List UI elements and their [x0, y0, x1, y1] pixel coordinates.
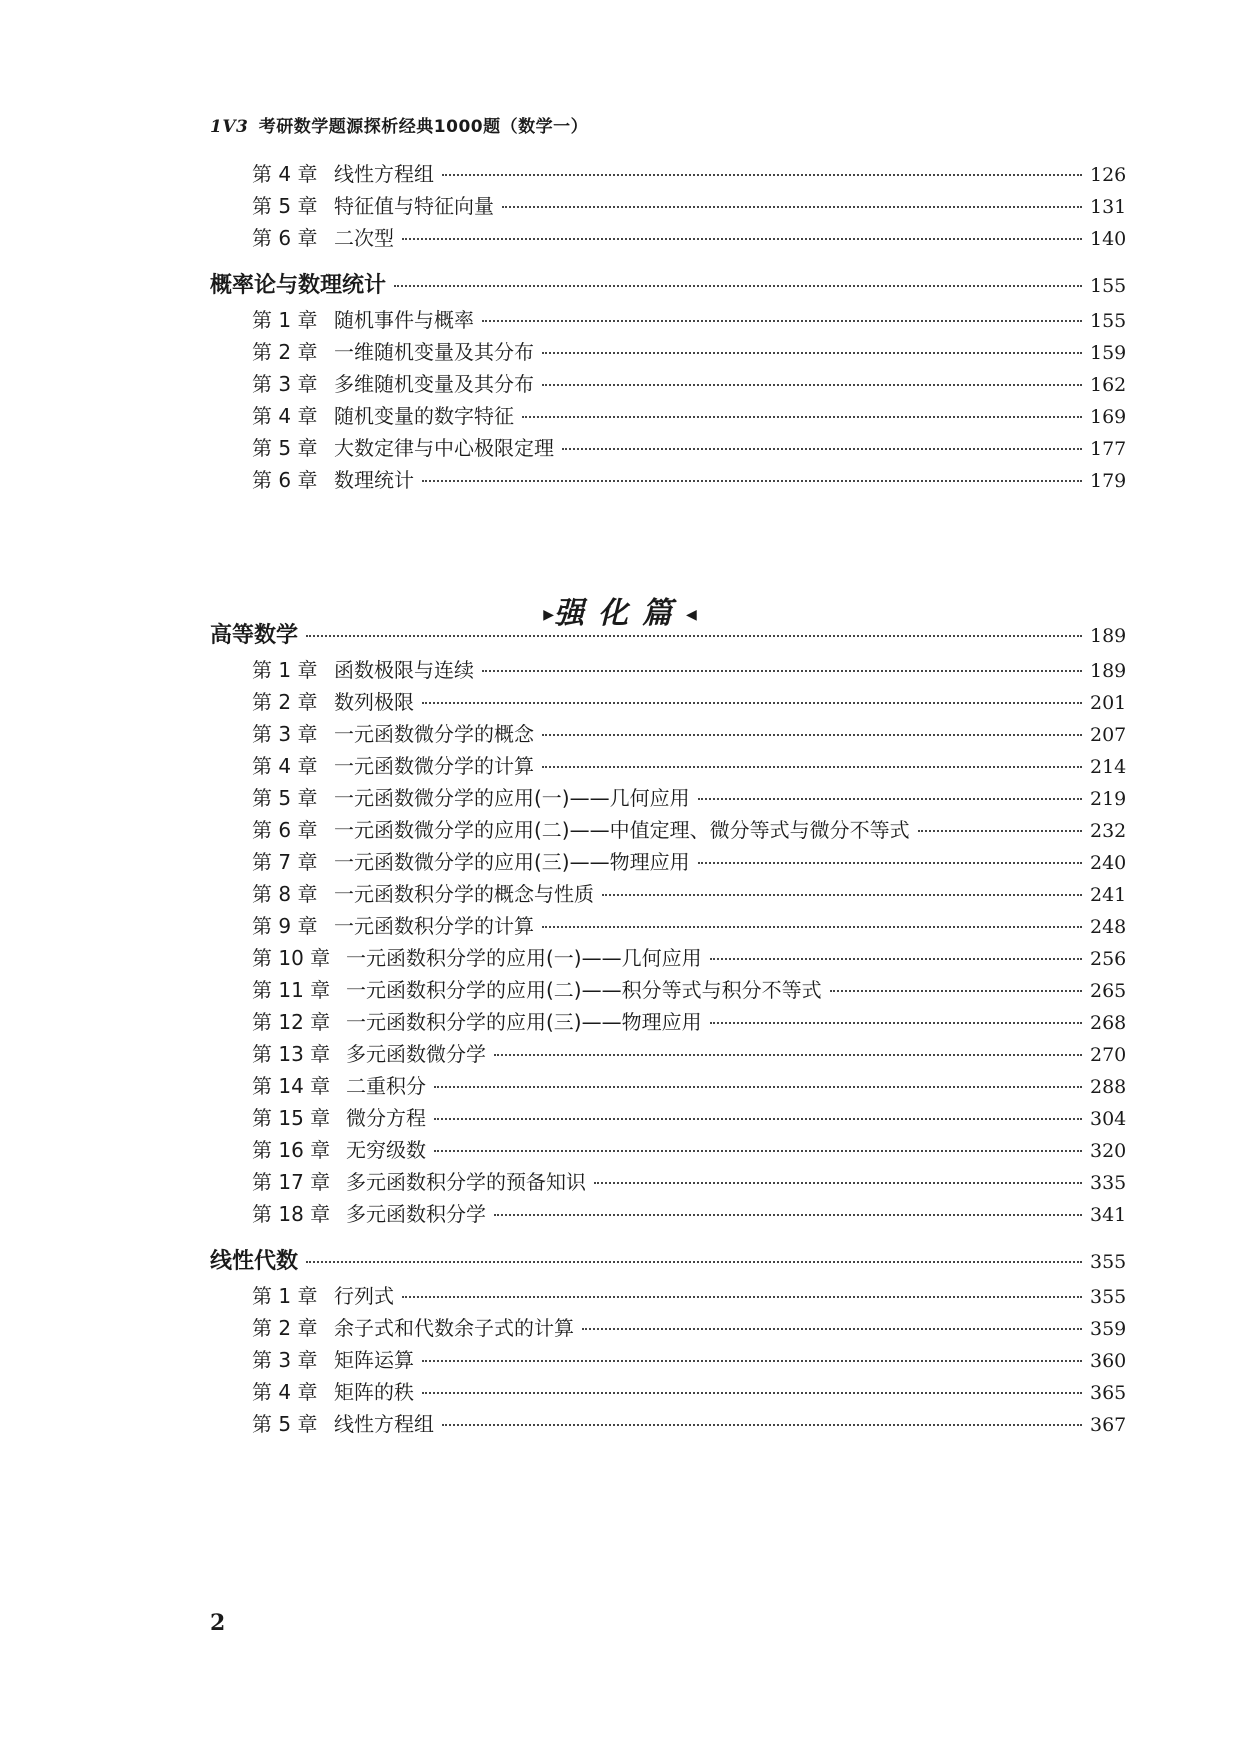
chapter-title: 微分方程 — [346, 1106, 426, 1130]
page-ref: 240 — [1090, 852, 1127, 874]
dot-leader — [422, 1392, 1082, 1394]
dot-leader — [494, 1214, 1082, 1216]
dot-leader — [918, 830, 1082, 832]
chapter-number: 第 1 章 — [252, 658, 318, 682]
chapter-number: 第 9 章 — [252, 914, 318, 938]
chapter-number: 第 4 章 — [252, 1380, 318, 1404]
toc-chapter-row[interactable] — [252, 1166, 1127, 1195]
chapter-title: 一元函数积分学的应用(一)——几何应用 — [346, 946, 702, 970]
book-title: 考研数学题源探析经典1000题（数学一） — [258, 117, 589, 137]
chapter-number: 第 1 章 — [252, 308, 318, 332]
page-ref: 189 — [1090, 625, 1127, 647]
page-ref: 320 — [1090, 1140, 1127, 1162]
page-ref: 256 — [1090, 948, 1127, 970]
toc-chapter-row[interactable] — [252, 814, 1127, 843]
toc-chapter-row[interactable] — [252, 1280, 1127, 1309]
chapter-number: 第 16 章 — [252, 1138, 331, 1162]
chapter-title: 数列极限 — [334, 690, 414, 714]
page-ref: 288 — [1090, 1076, 1127, 1098]
chapter-number: 第 2 章 — [252, 340, 318, 364]
toc-chapter-row[interactable] — [252, 1408, 1127, 1437]
chapter-title: 大数定律与中心极限定理 — [334, 436, 554, 460]
book-logo: 1V3 — [210, 117, 249, 137]
chapter-number: 第 4 章 — [252, 162, 318, 186]
toc-chapter-row[interactable] — [252, 750, 1127, 779]
chapter-title: 线性方程组 — [334, 1412, 434, 1436]
toc-chapter-row[interactable] — [252, 846, 1127, 875]
chapter-title: 行列式 — [334, 1284, 394, 1308]
page-ref: 219 — [1090, 788, 1127, 810]
page-number: 2 — [210, 1610, 226, 1636]
chapter-number: 第 11 章 — [252, 978, 331, 1002]
chapter-title: 矩阵的秩 — [334, 1380, 414, 1404]
chapter-number: 第 8 章 — [252, 882, 318, 906]
page-ref: 189 — [1090, 660, 1127, 682]
chapter-number: 第 12 章 — [252, 1010, 331, 1034]
toc-chapter-row[interactable] — [252, 336, 1127, 365]
toc-chapter-row[interactable] — [252, 974, 1127, 1003]
dot-leader — [562, 448, 1082, 450]
triangle-left-icon: ◀ — [686, 607, 697, 623]
running-header — [210, 112, 588, 137]
toc-chapter-row[interactable] — [252, 686, 1127, 715]
chapter-number: 第 10 章 — [252, 946, 331, 970]
toc-chapter-row[interactable] — [252, 222, 1127, 251]
chapter-title: 多元函数积分学的预备知识 — [346, 1170, 586, 1194]
dot-leader — [542, 734, 1082, 736]
dot-leader — [442, 1424, 1082, 1426]
toc-chapter-row[interactable] — [252, 304, 1127, 333]
page-ref: 201 — [1090, 692, 1127, 714]
page-ref: 159 — [1090, 342, 1127, 364]
chapter-title: 余子式和代数余子式的计算 — [334, 1316, 574, 1340]
page-ref: 241 — [1090, 884, 1127, 906]
chapter-number: 第 6 章 — [252, 468, 318, 492]
page-ref: 140 — [1090, 228, 1127, 250]
chapter-number: 第 1 章 — [252, 1284, 318, 1308]
dot-leader — [542, 352, 1082, 354]
toc-chapter-row[interactable] — [252, 942, 1127, 971]
page-ref: 214 — [1090, 756, 1127, 778]
dot-leader — [698, 798, 1082, 800]
chapter-title: 随机变量的数字特征 — [334, 404, 514, 428]
toc-chapter-row[interactable] — [252, 1006, 1127, 1035]
chapter-title: 一元函数微分学的应用(一)——几何应用 — [334, 786, 690, 810]
chapter-title: 函数极限与连续 — [334, 658, 474, 682]
chapter-number: 第 5 章 — [252, 194, 318, 218]
page-ref: 248 — [1090, 916, 1127, 938]
dot-leader — [422, 1360, 1082, 1362]
toc-chapter-row[interactable] — [252, 1038, 1127, 1067]
page-ref: 169 — [1090, 406, 1127, 428]
chapter-title: 一元函数微分学的应用(三)——物理应用 — [334, 850, 690, 874]
toc-chapter-row[interactable] — [252, 782, 1127, 811]
chapter-title: 一元函数微分学的计算 — [334, 754, 534, 778]
section-title: 概率论与数理统计 — [210, 273, 387, 298]
toc-chapter-row[interactable] — [252, 878, 1127, 907]
page-ref: 265 — [1090, 980, 1127, 1002]
toc-chapter-row[interactable] — [252, 368, 1127, 397]
chapter-number: 第 5 章 — [252, 436, 318, 460]
page-ref: 304 — [1090, 1108, 1127, 1130]
dot-leader — [602, 894, 1082, 896]
toc-chapter-row[interactable] — [252, 190, 1127, 219]
chapter-title: 多元函数积分学 — [346, 1202, 486, 1226]
page-ref: 232 — [1090, 820, 1127, 842]
chapter-title: 一元函数积分学的概念与性质 — [334, 882, 594, 906]
dot-leader — [306, 635, 1082, 637]
chapter-title: 多维随机变量及其分布 — [334, 372, 534, 396]
chapter-number: 第 3 章 — [252, 372, 318, 396]
page-ref: 268 — [1090, 1012, 1127, 1034]
dot-leader — [710, 958, 1082, 960]
chapter-number: 第 18 章 — [252, 1202, 331, 1226]
dot-leader — [830, 990, 1082, 992]
chapter-number: 第 17 章 — [252, 1170, 331, 1194]
dot-leader — [582, 1328, 1082, 1330]
page-ref: 126 — [1090, 164, 1127, 186]
chapter-title: 二次型 — [334, 226, 394, 250]
chapter-title: 一元函数微分学的概念 — [334, 722, 534, 746]
toc-chapter-row[interactable] — [252, 400, 1127, 429]
dot-leader — [522, 416, 1082, 418]
chapter-number: 第 5 章 — [252, 1412, 318, 1436]
section-title: 线性代数 — [210, 1249, 299, 1274]
page-ref: 365 — [1090, 1382, 1127, 1404]
toc-chapter-row[interactable] — [252, 1344, 1127, 1373]
page-ref: 341 — [1090, 1204, 1127, 1226]
toc-chapter-row[interactable] — [252, 1070, 1127, 1099]
page-ref: 177 — [1090, 438, 1127, 460]
chapter-number: 第 14 章 — [252, 1074, 331, 1098]
dot-leader — [594, 1182, 1082, 1184]
toc-section-row[interactable] — [210, 1244, 1127, 1275]
dot-leader — [394, 285, 1082, 287]
dot-leader — [434, 1086, 1082, 1088]
dot-leader — [542, 926, 1082, 928]
chapter-title: 多元函数微分学 — [346, 1042, 486, 1066]
dot-leader — [482, 320, 1082, 322]
page-ref: 360 — [1090, 1350, 1127, 1372]
chapter-title: 一元函数积分学的计算 — [334, 914, 534, 938]
page-ref: 131 — [1090, 196, 1127, 218]
dot-leader — [402, 238, 1082, 240]
toc-chapter-row[interactable] — [252, 464, 1127, 493]
chapter-title: 特征值与特征向量 — [334, 194, 494, 218]
chapter-number: 第 6 章 — [252, 226, 318, 250]
page-ref: 179 — [1090, 470, 1127, 492]
chapter-title: 矩阵运算 — [334, 1348, 414, 1372]
chapter-number: 第 3 章 — [252, 1348, 318, 1372]
dot-leader — [422, 702, 1082, 704]
dot-leader — [306, 1261, 1082, 1263]
chapter-title: 线性方程组 — [334, 162, 434, 186]
dot-leader — [698, 862, 1082, 864]
dot-leader — [434, 1118, 1082, 1120]
dot-leader — [422, 480, 1082, 482]
triangle-right-icon: ▶ — [543, 607, 554, 623]
dot-leader — [442, 174, 1082, 176]
chapter-number: 第 2 章 — [252, 690, 318, 714]
chapter-title: 一维随机变量及其分布 — [334, 340, 534, 364]
chapter-title: 无穷级数 — [346, 1138, 426, 1162]
dot-leader — [482, 670, 1082, 672]
chapter-number: 第 13 章 — [252, 1042, 331, 1066]
page-ref: 355 — [1090, 1251, 1127, 1273]
toc-chapter-row[interactable] — [252, 1134, 1127, 1163]
toc-chapter-row[interactable] — [252, 1312, 1127, 1341]
toc-chapter-row[interactable] — [252, 1102, 1127, 1131]
dot-leader — [542, 766, 1082, 768]
dot-leader — [402, 1296, 1082, 1298]
dot-leader — [542, 384, 1082, 386]
page-ref: 367 — [1090, 1414, 1127, 1436]
page-ref: 359 — [1090, 1318, 1127, 1340]
dot-leader — [494, 1054, 1082, 1056]
toc-section-row[interactable] — [210, 268, 1127, 299]
dot-leader — [434, 1150, 1082, 1152]
part-heading-text: 强化篇 — [554, 596, 686, 631]
chapter-title: 随机事件与概率 — [334, 308, 474, 332]
section-title: 高等数学 — [210, 623, 299, 648]
toc-chapter-row[interactable] — [252, 910, 1127, 939]
toc-chapter-row[interactable] — [252, 432, 1127, 461]
toc-chapter-row[interactable] — [252, 718, 1127, 747]
chapter-title: 二重积分 — [346, 1074, 426, 1098]
chapter-number: 第 2 章 — [252, 1316, 318, 1340]
page-ref: 155 — [1090, 275, 1127, 297]
page-ref: 270 — [1090, 1044, 1127, 1066]
chapter-number: 第 15 章 — [252, 1106, 331, 1130]
page-ref: 155 — [1090, 310, 1127, 332]
page-ref: 162 — [1090, 374, 1127, 396]
chapter-number: 第 7 章 — [252, 850, 318, 874]
toc-chapter-row[interactable] — [252, 1376, 1127, 1405]
toc-chapter-row[interactable] — [252, 654, 1127, 683]
page-ref: 335 — [1090, 1172, 1127, 1194]
chapter-number: 第 3 章 — [252, 722, 318, 746]
toc-chapter-row[interactable] — [252, 1198, 1127, 1227]
chapter-title: 一元函数积分学的应用(二)——积分等式与积分不等式 — [346, 978, 822, 1002]
page-ref: 355 — [1090, 1286, 1127, 1308]
dot-leader — [502, 206, 1082, 208]
chapter-number: 第 4 章 — [252, 754, 318, 778]
chapter-number: 第 4 章 — [252, 404, 318, 428]
part-heading — [0, 588, 1240, 632]
chapter-number: 第 5 章 — [252, 786, 318, 810]
chapter-title: 数理统计 — [334, 468, 414, 492]
toc-chapter-row[interactable] — [252, 158, 1127, 187]
chapter-title: 一元函数微分学的应用(二)——中值定理、微分等式与微分不等式 — [334, 818, 910, 842]
chapter-number: 第 6 章 — [252, 818, 318, 842]
chapter-title: 一元函数积分学的应用(三)——物理应用 — [346, 1010, 702, 1034]
page-ref: 207 — [1090, 724, 1127, 746]
dot-leader — [710, 1022, 1082, 1024]
